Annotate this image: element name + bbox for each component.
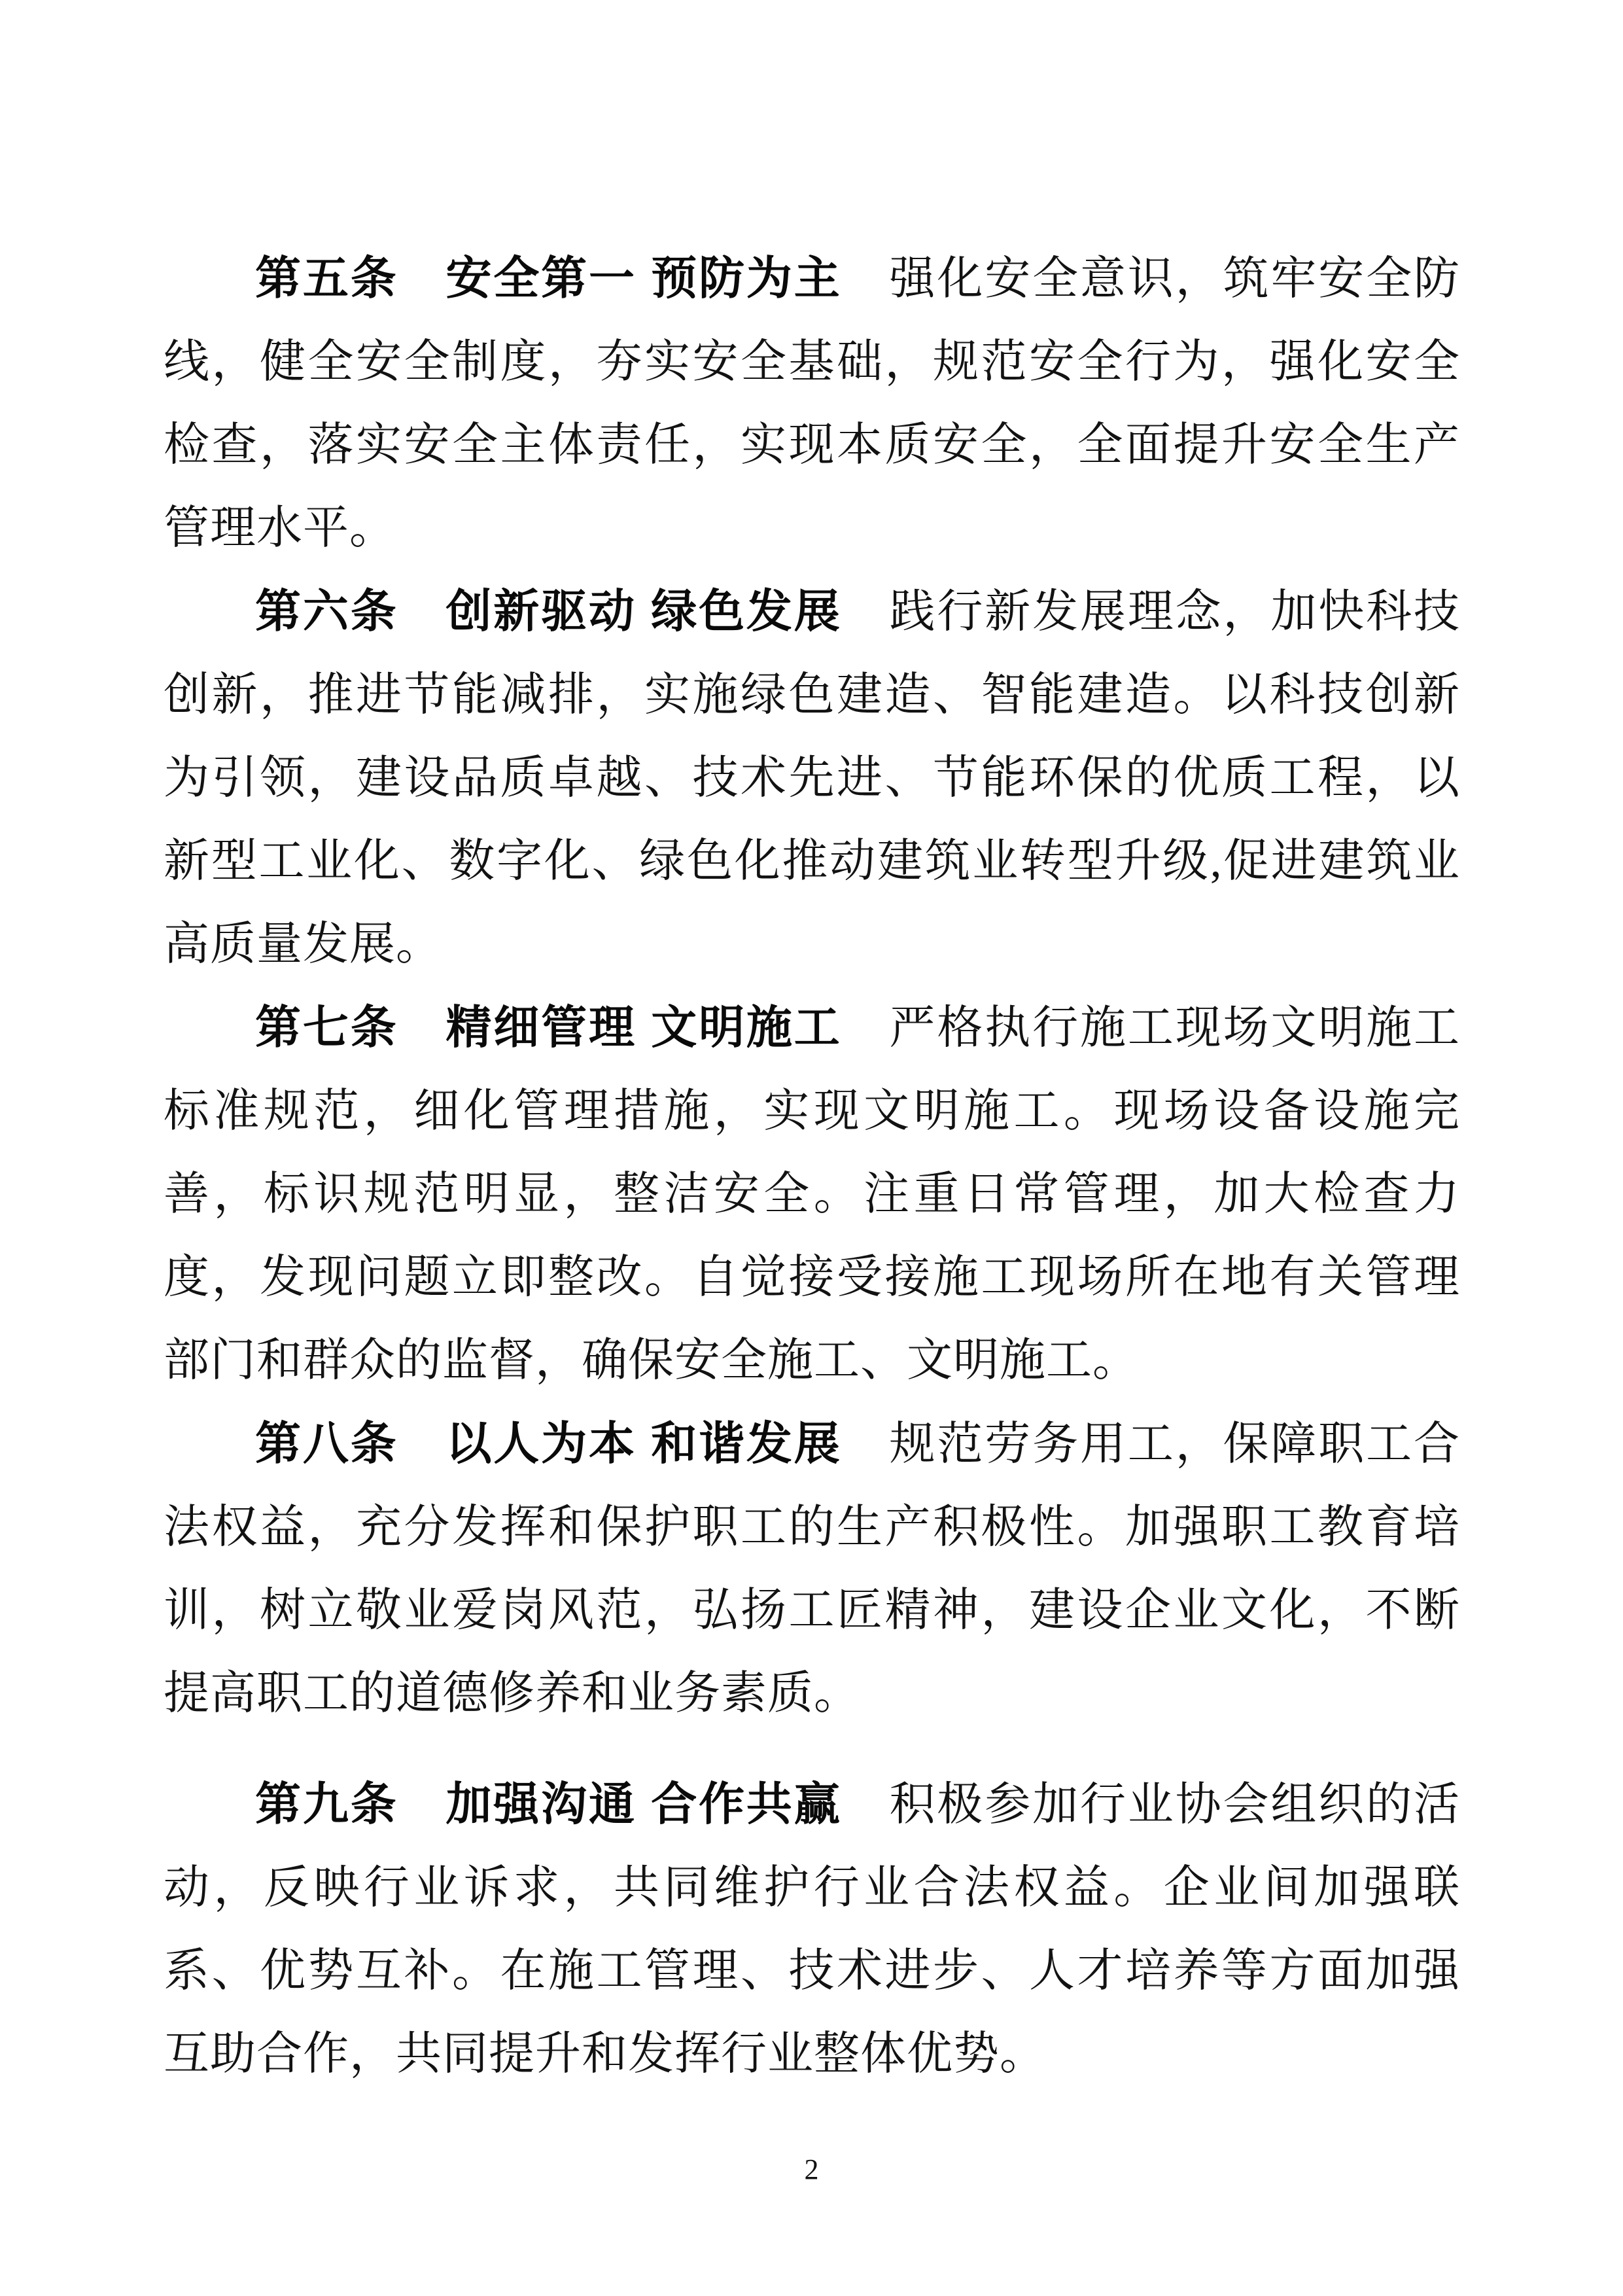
article-body-text: 积极参加行业协会组织的活动，反映行业诉求，共同维护行业合法权益。企业间加强联系、优势互补。在施工管理、技术进步、人才培养等方面加强互助合作，共同提升和发挥行业整体优势。	[164, 1780, 1460, 2079]
article-body-text: 强化安全意识，筑牢安全防线，健全安全制度，夯实安全基础，规范安全行为，强化安全检查，落实安全主体责任，实现本质安全，全面提升安全生产管理水平。	[164, 254, 1460, 554]
page-number: 2	[804, 2153, 819, 2185]
document-body	[164, 237, 1460, 2096]
article-paragraph	[164, 986, 1460, 1402]
article-heading: 第六条 创新驱动 绿色发展	[255, 586, 842, 637]
article-heading: 第九条 加强沟通 合作共赢	[255, 1778, 842, 1829]
article-heading: 第五条 安全第一 预防为主	[255, 253, 842, 304]
article-body-text: 规范劳务用工，保障职工合法权益，充分发挥和保护职工的生产积极性。加强职工教育培训，树立敬业爱岗风范，弘扬工匠精神，建设企业文化，不断提高职工的道德修养和业务素质。	[164, 1419, 1460, 1719]
article-paragraph	[164, 237, 1460, 570]
article-heading: 第七条 精细管理 文明施工	[255, 1002, 842, 1053]
article-body-text: 严格执行施工现场文明施工标准规范，细化管理措施，实现文明施工。现场设备设施完善，标识规范明显，整洁安全。注重日常管理，加大检查力度，发现问题立即整改。自觉接受接施工现场所在地有关管理部门和群众的监督，确保安全施工、文明施工。	[164, 1003, 1460, 1386]
article-paragraph	[164, 570, 1460, 986]
article-paragraph	[164, 1402, 1460, 1735]
article-paragraph	[164, 1763, 1460, 2096]
article-heading: 第八条 以人为本 和谐发展	[255, 1418, 842, 1469]
article-body-text: 践行新发展理念，加快科技创新，推进节能减排，实施绿色建造、智能建造。以科技创新为引领，建设品质卓越、技术先进、节能环保的优质工程，以新型工业化、数字化、绿色化推动建筑业转型升级,促进建筑业高质量发展。	[164, 587, 1460, 970]
